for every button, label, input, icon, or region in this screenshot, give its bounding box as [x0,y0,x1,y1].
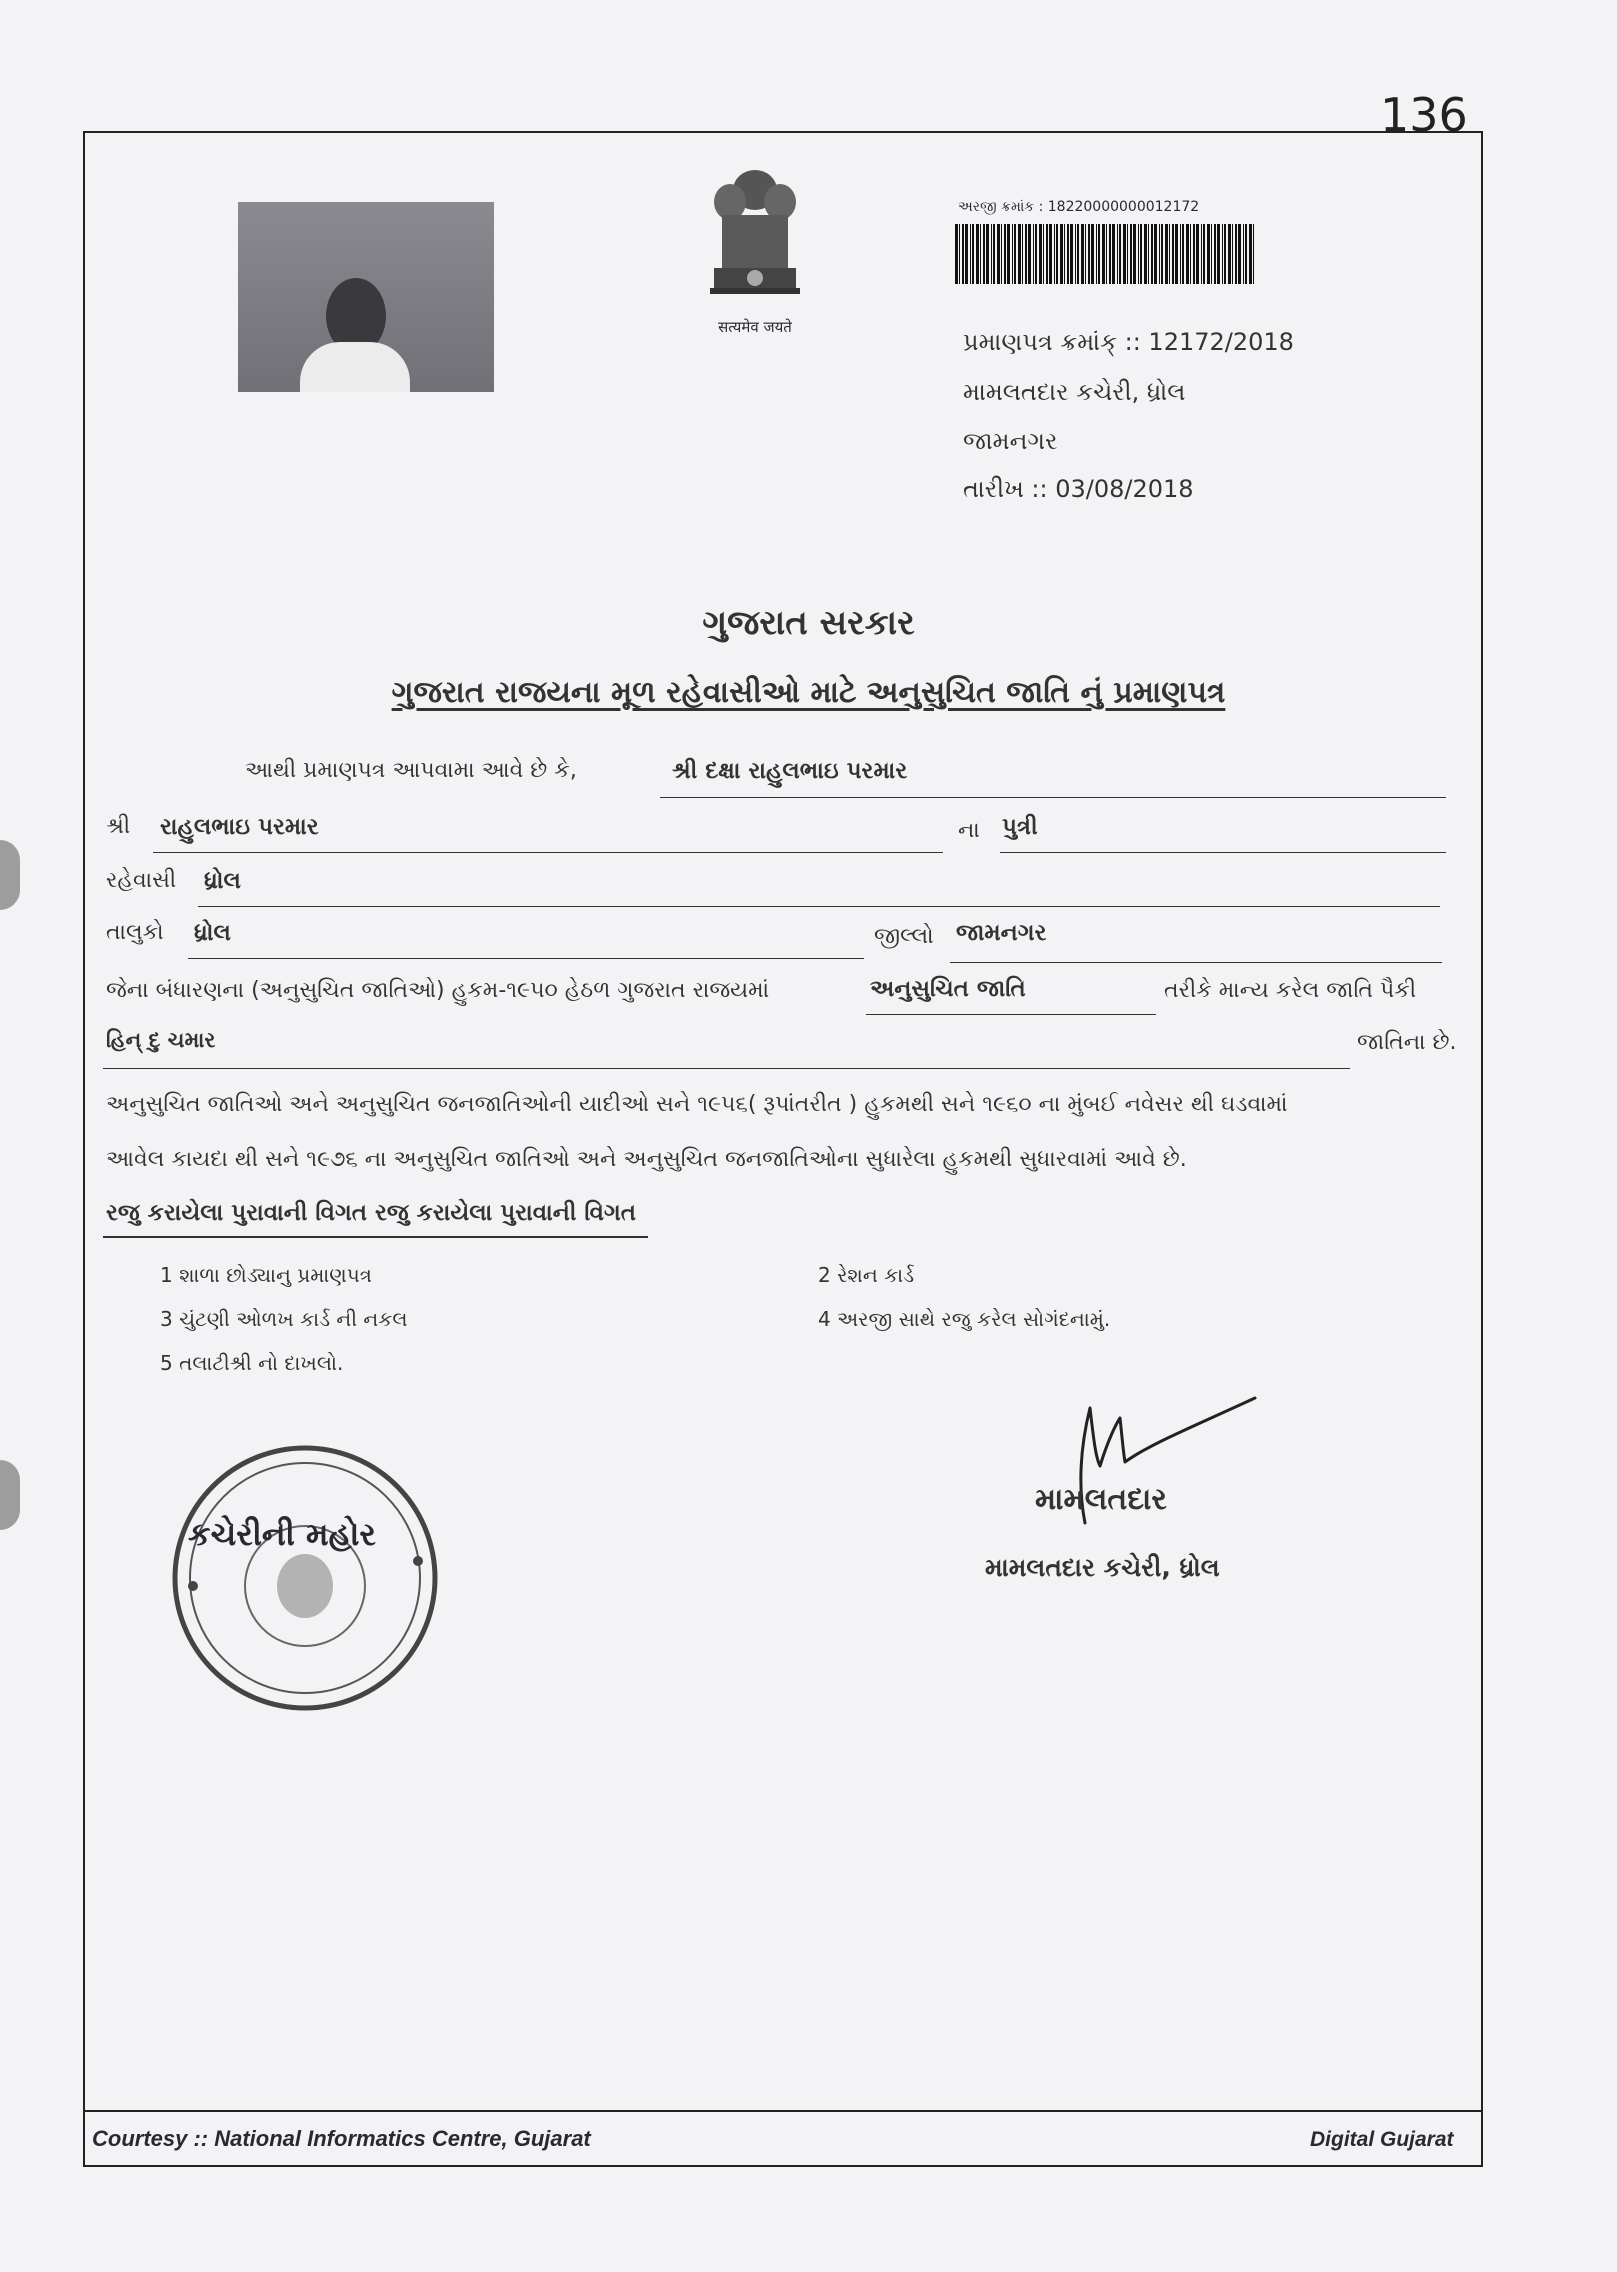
punch-hole-bottom [0,1460,20,1530]
office-seal-stamp [163,1436,448,1721]
taluka-label: તાલુકો [106,920,164,945]
paragraph-line-1: અનુસુચિત જાતિઓ અને અનુસુચિત જનજાતિઓની યાદીઓ સને ૧૯૫૬( રૂપાંતરીત ) હુકમથી સને ૧૯૬૦ ના મુંબઈ નવેસર થી ઘડવામાં [106,1092,1288,1117]
resident-rule [198,906,1440,907]
resident-label: રહેવાસી [106,868,177,893]
certificate-number: પ્રમાણપત્ર ક્રમાંક્ :: 12172/2018 [963,328,1294,356]
applicant-photo [238,202,494,392]
evidence-heading-rule [103,1236,648,1238]
order-text: જેના બંધારણના (અનુસુચિત જાતિઓ) હુકમ-૧૯૫૦ હેઠળ ગુજરાત રાજયમાં [106,978,770,1003]
shri-label: શ્રી [106,814,131,839]
taluka-value: ધ્રોલ [194,920,231,946]
issue-date: તારીખ :: 03/08/2018 [963,475,1194,503]
recognized-text: તરીકે માન્ય કરેલ જાતિ પૈકી [1164,978,1417,1003]
footer-courtesy: Courtesy :: National Informatics Centre, Gujarat [92,2126,591,2151]
signatory-office: મામલતદાર કચેરી, ધ્રોલ [985,1553,1220,1582]
barcode [955,224,1260,284]
parent-name: રાહુલભાઇ પરમાર [160,814,319,840]
evidence-item-1: 1 શાળા છોડ્યાનુ પ્રમાણપત્ર [160,1263,372,1287]
certificate-title: ગુજરાત રાજયના મૂળ રહેવાસીઓ માટે અનુસુચિત જાતિ નું પ્રમાણપત્ર [391,675,1226,710]
applicant-name-rule [660,797,1446,798]
national-emblem-icon [700,160,810,305]
issuing-office: મામલતદાર કચેરી, ધ્રોલ [963,378,1186,406]
resident-value: ધ્રોલ [204,868,241,894]
caste-value: હિન્ દુ ચમાર [106,1028,216,1052]
signatory-title: મામલતદાર [1035,1482,1167,1517]
evidence-item-5: 5 તલાટીશ્રી નો દાખલો. [160,1351,344,1375]
relation-value: પુત્રી [1002,814,1038,840]
intro-label: આથી પ્રમાણપત્ર આપવામા આવે છે કે, [245,758,577,783]
relation-rule [1000,852,1446,853]
caste-rule [103,1068,1350,1069]
category-rule [866,1014,1156,1015]
district-value: જામનગર [956,920,1047,946]
punch-hole-top [0,840,20,910]
emblem-motto: सत्यमेव जयते [718,318,792,336]
applicant-name: શ્રી દક્ષા રાહુલભાઇ પરમાર [672,758,908,784]
category-value: અનુસુચિત જાતિ [870,976,1026,1002]
government-title: ગુજરાત સરકાર [702,603,915,643]
evidence-heading: રજુ કરાયેલા પુરાવાની વિગત રજુ કરાયેલા પુરાવાની વિગત [106,1200,636,1226]
seal-label: કચેરીની મહોર [188,1515,376,1553]
taluka-rule [188,958,864,959]
paragraph-line-2: આવેલ કાયદા થી સને ૧૯૭૬ ના અનુસુચિત જાતિઓ અને અનુસુચિત જનજાતિઓના સુધારેલા હુકમથી સુધારવામાં આવે છે. [106,1147,1187,1172]
issuing-district: જામનગર [963,427,1058,455]
parent-name-rule [153,852,943,853]
footer-divider [85,2110,1481,2112]
caste-suffix: જાતિના છે. [1357,1030,1457,1055]
district-rule [950,962,1442,963]
na-label: ના [958,818,980,843]
footer-brand: Digital Gujarat [1310,2128,1454,2151]
evidence-item-2: 2 રેશન કાર્ડ [818,1263,915,1287]
evidence-item-4: 4 અરજી સાથે રજુ કરેલ સોગંદનામું. [818,1307,1111,1331]
application-number: અરજી ક્રમાંક : 18220000000012172 [958,199,1200,215]
page-number: 136 [1380,88,1468,142]
district-label: જીલ્લો [874,924,934,949]
evidence-item-3: 3 ચુંટણી ઓળખ કાર્ડ ની નકલ [160,1307,408,1331]
